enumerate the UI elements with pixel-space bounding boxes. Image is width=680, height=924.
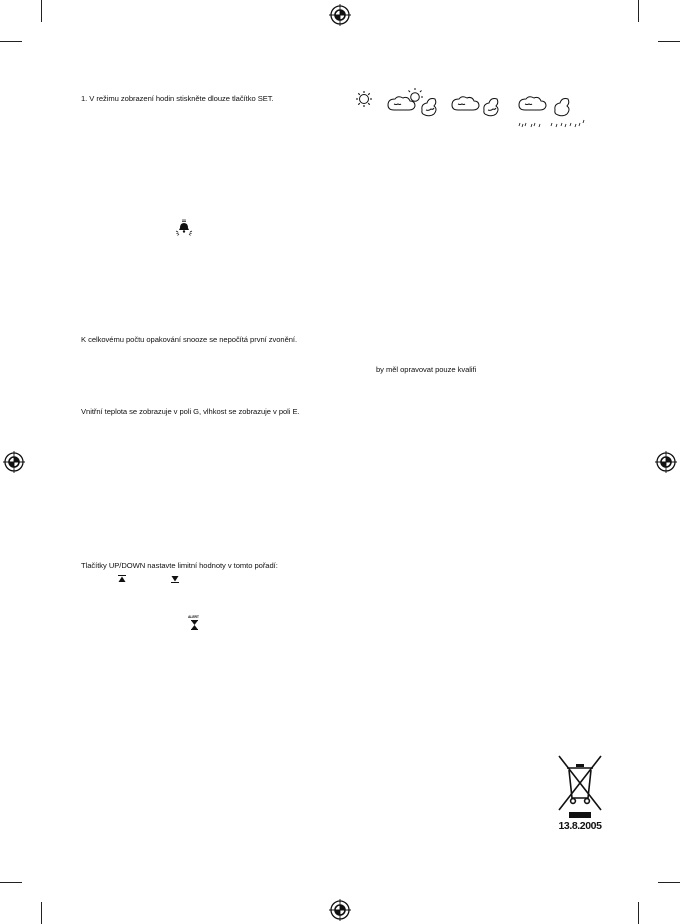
registration-mark-icon bbox=[3, 451, 25, 473]
alert-icon bbox=[189, 615, 201, 633]
cloudy-icon bbox=[452, 97, 498, 116]
triangle-up-icon bbox=[117, 574, 127, 584]
sun-icon bbox=[356, 91, 372, 107]
crossed-out-bin-icon bbox=[555, 752, 605, 818]
registration-mark-icon bbox=[655, 451, 677, 473]
partly-cloudy-icon bbox=[388, 88, 436, 116]
registration-mark-icon bbox=[329, 4, 351, 26]
temperature-note: Vnitřní teplota se zobrazuje v poli G, vlhkost se zobrazuje v poli E. bbox=[81, 407, 300, 416]
step-1-text: 1. V režimu zobrazení hodin stiskněte dlouze tlačítko SET. bbox=[81, 94, 274, 103]
weather-icons-row bbox=[352, 87, 592, 131]
rain-icon bbox=[519, 97, 569, 127]
weee-date: 13.8.2005 bbox=[558, 820, 602, 832]
alert-hourglass-icon bbox=[191, 620, 198, 630]
repair-fragment: by měl opravovat pouze kvalifi bbox=[376, 365, 477, 374]
alert-label: ALERT bbox=[188, 615, 199, 619]
snooze-note: K celkovému počtu opakování snooze se nepočítá první zvonění. bbox=[81, 335, 298, 344]
triangle-down-icon bbox=[170, 574, 180, 584]
alarm-bell-icon bbox=[174, 219, 194, 237]
heavy-rain-icon bbox=[551, 120, 584, 127]
registration-mark-icon bbox=[329, 899, 351, 921]
up-down-note: Tlačítky UP/DOWN nastavte limitní hodnoty v tomto pořadí: bbox=[81, 561, 278, 570]
